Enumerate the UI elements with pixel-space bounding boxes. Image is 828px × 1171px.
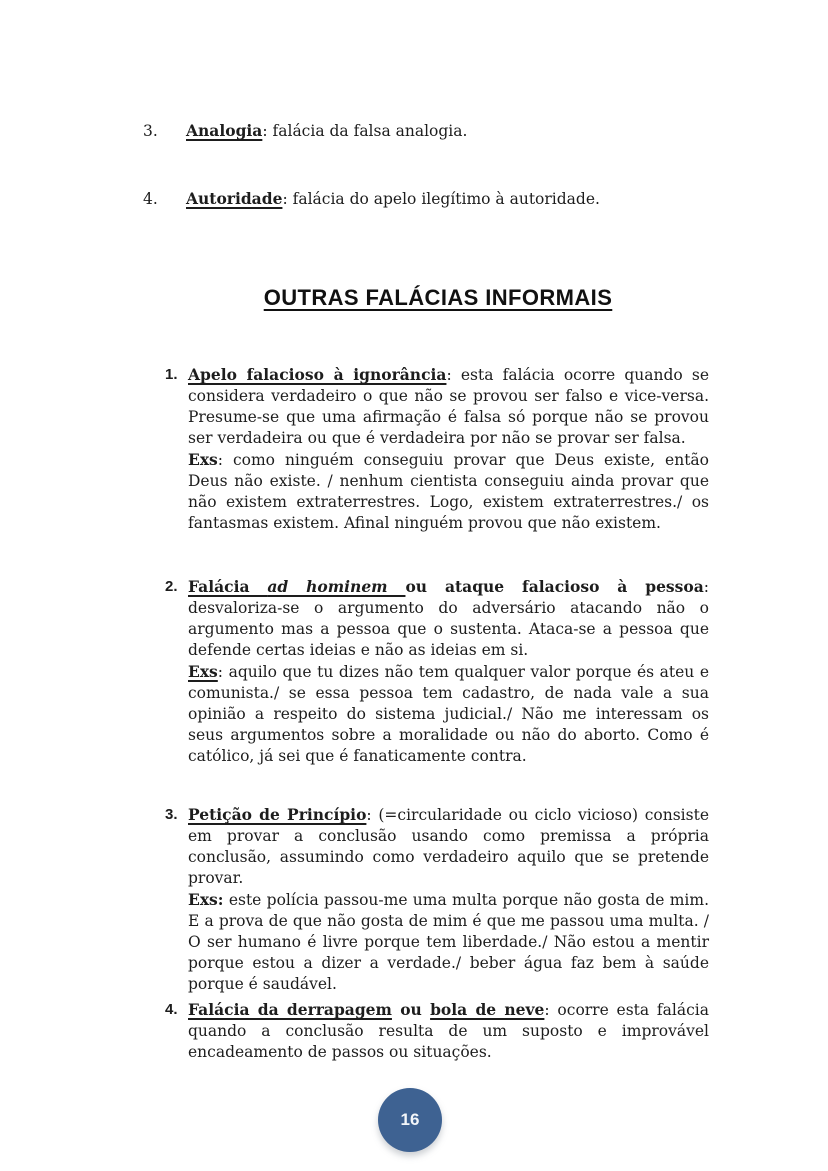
page-number: 16 [400,1110,420,1129]
term-conjunction: ou [391,1000,431,1019]
fallacy-term-latin: ad hominem [267,577,406,596]
fallacy-term: Autoridade [186,189,283,208]
fallacy-item-ignorancia [165,364,709,534]
item-body [188,804,709,995]
item-body [188,576,709,767]
section-heading [165,285,711,311]
examples-paragraph [188,449,709,534]
section-heading-text: OUTRAS FALÁCIAS INFORMAIS [263,285,613,310]
item-number: 3. [143,122,158,140]
intro-item-autoridade [143,188,709,210]
item-text: falácia do apelo ilegítimo à autoridade. [287,190,600,208]
fallacy-term: Apelo falacioso à ignorância [188,365,447,384]
separator: : [262,122,268,140]
fallacy-term: Analogia [186,121,263,140]
fallacy-item-peticao-principio [165,804,709,995]
examples-text: aquilo que tu dizes não tem qualquer valor porque és ateu e comunista./ se essa pessoa tem cadastro, de nada vale a sua opinião a respeito do sistema judicial./ Não me interessam os seus argumentos sobre a moralidade ou não do aborto. Como é católico, já sei que é fanaticamente contra. [188,663,709,765]
examples-paragraph [188,889,709,995]
item-number: 1. [165,366,178,383]
definition-paragraph [188,364,709,449]
definition-paragraph [188,576,709,661]
fallacy-term: Falácia da derrapagem [188,1000,392,1019]
item-number: 3. [165,806,178,823]
intro-item-analogia [143,120,709,142]
definition-text: (=circularidade ou ciclo vicioso) consiste em provar a conclusão usando como premissa a própria conclusão, assumindo como verdadeiro aquilo que se pretende provar. [188,806,709,887]
definition-text: desvaloriza-se o argumento do adversário atacando não o argumento mas a pessoa que o sustenta. Ataca-se a pessoa que defende certas ideias e não as ideias em si. [188,599,709,659]
examples-label: Exs: [188,890,224,909]
page-number-badge [378,1088,442,1152]
fallacy-term-alt: bola de neve [430,1000,545,1019]
definition-text: esta falácia ocorre quando se considera verdadeiro o que não se provou ser falso e vice-versa. Presume-se que uma afirmação é falsa só porque não se provou ser verdadeira ou que é verdadeira por não se provar ser falsa. [188,366,709,447]
definition-text: ocorre esta falácia quando a conclusão resulta de um suposto e improvável encadeamento de passos ou situações. [188,1001,709,1061]
examples-text: como ninguém conseguiu provar que Deus existe, então Deus não existe. / nenhum cientista conseguiu ainda provar que não existem extraterrestres. Logo, existem extraterrestres./ os fantasmas existem. Afinal ninguém provou que não existem. [188,451,709,532]
separator: : [217,451,224,469]
separator: : [544,1001,550,1019]
item-text: falácia da falsa analogia. [267,122,468,140]
definition-paragraph [188,999,709,1063]
examples-paragraph [188,661,709,767]
examples-label: Exs [188,450,218,469]
separator: : [366,806,372,824]
fallacy-term: Falácia [188,577,268,596]
fallacy-term-alt: ou ataque falacioso à pessoa [405,577,704,596]
examples-text: este polícia passou-me uma multa porque não gosta de mim. E a prova de que não gosta de mim é que me passou uma multa. / O ser humano é livre porque tem liberdade./ Não estou a mentir porque estou a dizer a verdade./ beber água faz bem à saúde porque é saudável. [188,891,709,993]
separator: : [703,578,709,596]
item-number: 2. [165,578,178,595]
fallacy-item-ad-hominem [165,576,709,767]
fallacy-term: Petição de Princípio [188,805,367,824]
item-body [188,364,709,534]
item-body [188,999,709,1063]
separator: : [446,366,452,384]
fallacy-item-derrapagem [165,999,709,1063]
item-number: 4. [165,1001,178,1018]
separator: : [217,663,224,681]
separator: : [282,190,288,208]
item-number: 4. [143,190,158,208]
examples-label: Exs [188,662,218,681]
definition-paragraph [188,804,709,889]
